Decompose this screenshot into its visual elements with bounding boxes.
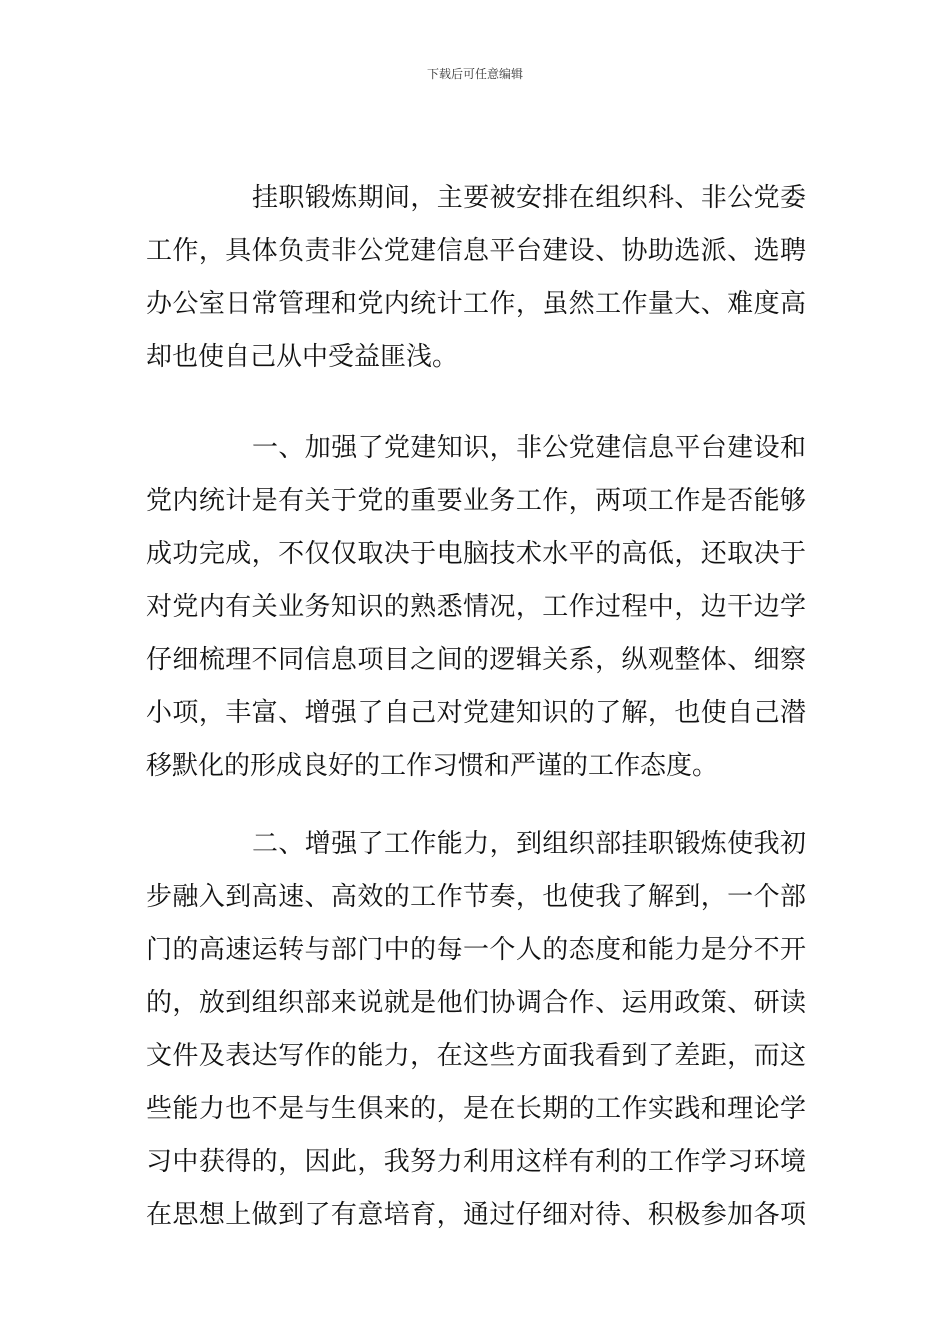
- paragraph-line: 办公室日常管理和党内统计工作，虽然工作量大、难度高: [146, 289, 806, 319]
- paragraph-line: 移默化的形成良好的工作习惯和严谨的工作态度。: [146, 751, 719, 781]
- paragraph-line: 党内统计是有关于党的重要业务工作，两项工作是否能够: [146, 486, 806, 516]
- paragraph-line: 文件及表达写作的能力，在这些方面我看到了差距，而这: [146, 1041, 806, 1071]
- paragraph-line: 挂职锻炼期间，主要被安排在组织科、非公党委: [252, 183, 806, 213]
- paragraph-line: 步融入到高速、高效的工作节奏，也使我了解到，一个部: [146, 882, 806, 912]
- paragraph-line: 二、增强了工作能力，到组织部挂职锻炼使我初: [252, 829, 806, 859]
- paragraph-line: 成功完成，不仅仅取决于电脑技术水平的高低，还取决于: [146, 539, 806, 569]
- page-header: 下载后可任意编辑: [426, 67, 523, 81]
- paragraph-line: 对党内有关业务知识的熟悉情况，工作过程中，边干边学: [146, 592, 806, 622]
- paragraph-3: [146, 818, 806, 1242]
- paragraph-line: 工作，具体负责非公党建信息平台建设、协助选派、选聘: [146, 236, 806, 266]
- paragraph-line: 在思想上做到了有意培育，通过仔细对待、积极参加各项: [146, 1200, 806, 1230]
- paragraph-line: 仔细梳理不同信息项目之间的逻辑关系，纵观整体、细察: [146, 645, 806, 675]
- paragraph-2: [146, 422, 806, 793]
- paragraph-line: 些能力也不是与生俱来的，是在长期的工作实践和理论学: [146, 1094, 806, 1124]
- paragraph-line: 一、加强了党建知识，非公党建信息平台建设和: [252, 433, 806, 463]
- paragraph-line: 习中获得的，因此，我努力利用这样有利的工作学习环境: [146, 1147, 806, 1177]
- paragraph-line: 门的高速运转与部门中的每一个人的态度和能力是分不开: [146, 935, 806, 965]
- paragraph-1: [146, 172, 806, 384]
- paragraph-line: 却也使自己从中受益匪浅。: [146, 342, 459, 372]
- paragraph-line: 小项，丰富、增强了自己对党建知识的了解，也使自己潜: [146, 698, 806, 728]
- paragraph-line: 的，放到组织部来说就是他们协调合作、运用政策、研读: [146, 988, 806, 1018]
